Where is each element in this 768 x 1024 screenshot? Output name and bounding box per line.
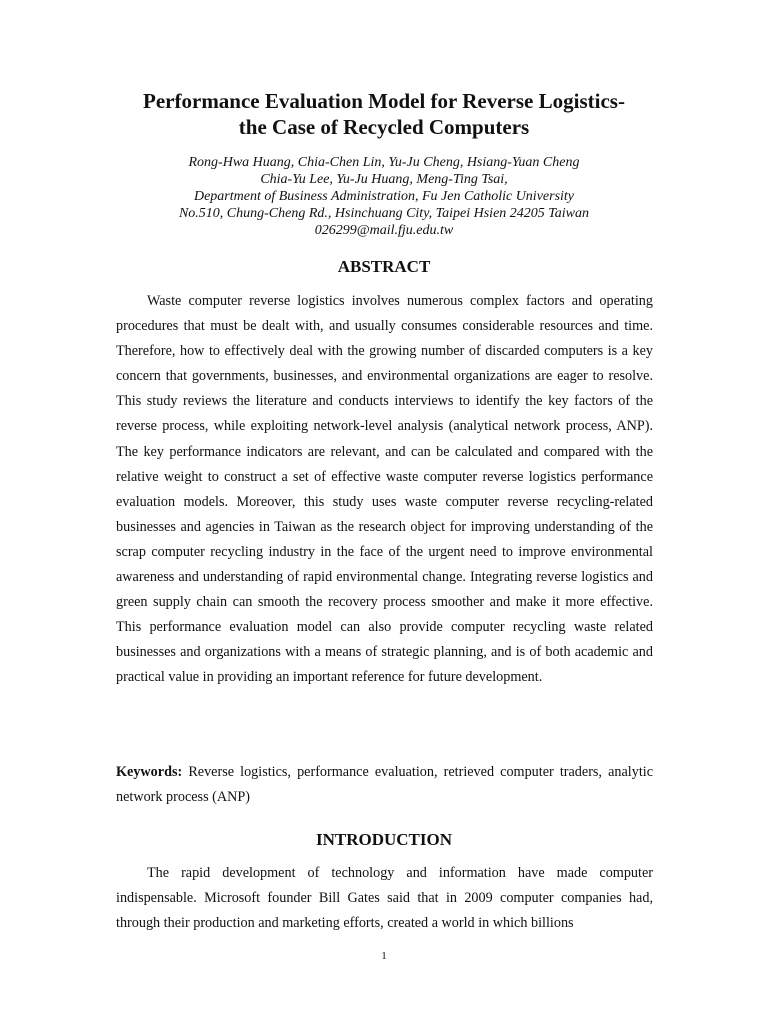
introduction-body [116, 861, 653, 936]
introduction-text: The rapid development of technology and information have made computer indispensable. Microsoft founder Bill Gates said that in 2009 computer companies had, through their production and marketing efforts, created a world in which billions [116, 865, 653, 932]
keywords-text: Reverse logistics, performance evaluation, retrieved computer traders, analytic network process (ANP) [116, 764, 653, 806]
authors-line-1: Rong-Hwa Huang, Chia-Chen Lin, Yu-Ju Cheng, Hsiang-Yuan Cheng [188, 155, 580, 170]
abstract-text: Waste computer reverse logistics involves numerous complex factors and operating procedures that must be dealt with, and usually consumes considerable resources and time. Therefore, how to effectively deal with the growing number of discarded computers is a key concern that governments, businesses, and environmental organizations are eager to resolve. This study reviews the literature and conducts interviews to identify the key factors of the reverse process, while exploiting network-level analysis (analytical network process, ANP). The key performance indicators are relevant, and can be calculated and compared with the relative weight to construct a set of effective waste computer reverse logistics performance evaluation models. Moreover, this study uses waste computer reverse recycling-related businesses and agencies in Taiwan as the research object for improving understanding of the scrap computer recycling industry in the face of the urgent need to improve environmental awareness and understanding of rapid environmental change. Integrating reverse logistics and green supply chain can smooth the recovery process smoother and make it more effective. This performance evaluation model can also provide computer recycling waste related businesses and organizations with a means of strategic planning, and is of both academic and practical value in providing an important reference for future development. [116, 293, 653, 686]
abstract-body [116, 289, 653, 691]
address: No.510, Chung-Cheng Rd., Hsinchuang City, Taipei Hsien 24205 Taiwan [178, 206, 590, 221]
introduction-heading: INTRODUCTION [315, 830, 453, 849]
page-number: 1 [381, 950, 387, 962]
title-line-2: the Case of Recycled Computers [238, 115, 530, 139]
authors-line-2: Chia-Yu Lee, Yu-Ju Huang, Meng-Ting Tsai, [260, 172, 508, 187]
email: 026299@mail.fju.edu.tw [314, 223, 454, 238]
keywords-block [116, 760, 653, 810]
affiliation: Department of Business Administration, Fu Jen Catholic University [193, 189, 575, 204]
paper-title [80, 88, 688, 140]
keywords-label: Keywords: [116, 764, 183, 780]
title-line-1: Performance Evaluation Model for Reverse Logistics- [143, 89, 625, 113]
abstract-heading: ABSTRACT [337, 257, 431, 276]
author-block [80, 154, 688, 239]
